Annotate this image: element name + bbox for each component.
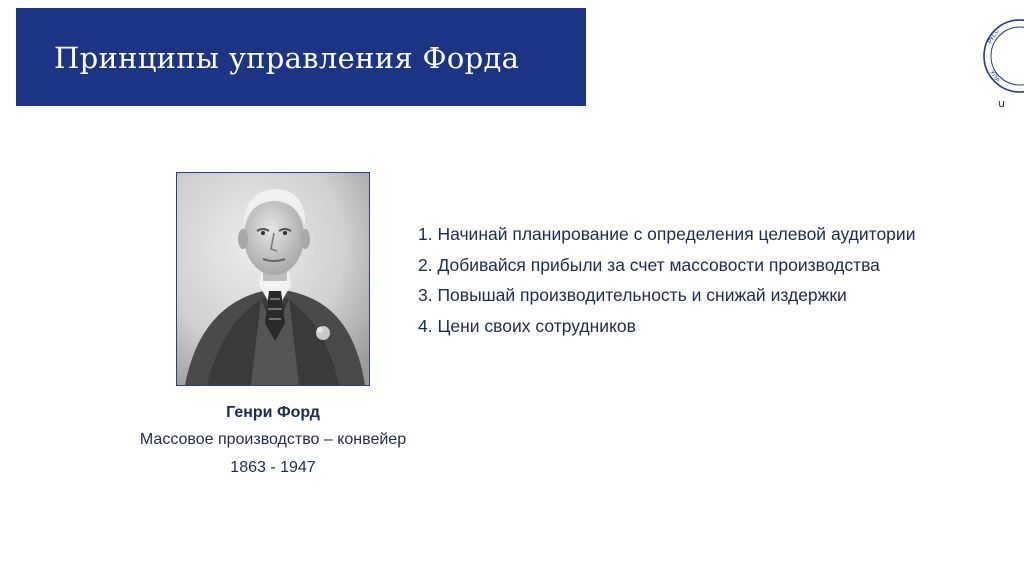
- principle-item: 1. Начинай планирование с определения целевой аудитории: [418, 224, 916, 244]
- principles-list: [418, 219, 915, 341]
- person-years: 1863 - 1947: [230, 459, 316, 476]
- portrait-caption: [100, 400, 446, 482]
- principle-item: 2. Добивайся прибыли за счет массовости производства: [418, 254, 880, 275]
- logo-tag: u: [998, 97, 1005, 110]
- logo-arc-text: РУСС: [986, 27, 1001, 45]
- principle-item: 4. Цени своих сотрудников: [418, 315, 636, 336]
- principle-item: 3. Повышай производительность и снижай издержки: [418, 285, 847, 305]
- slide-title: Принципы управления Форда: [54, 41, 520, 75]
- logo-lower-text: УПР: [988, 69, 1001, 84]
- portrait-photo: [176, 172, 370, 386]
- person-role: Массовое производство – конвейер: [139, 431, 407, 448]
- title-bar: [16, 8, 586, 106]
- university-seal-icon: [982, 8, 1024, 118]
- person-name: Генри Форд: [226, 404, 320, 421]
